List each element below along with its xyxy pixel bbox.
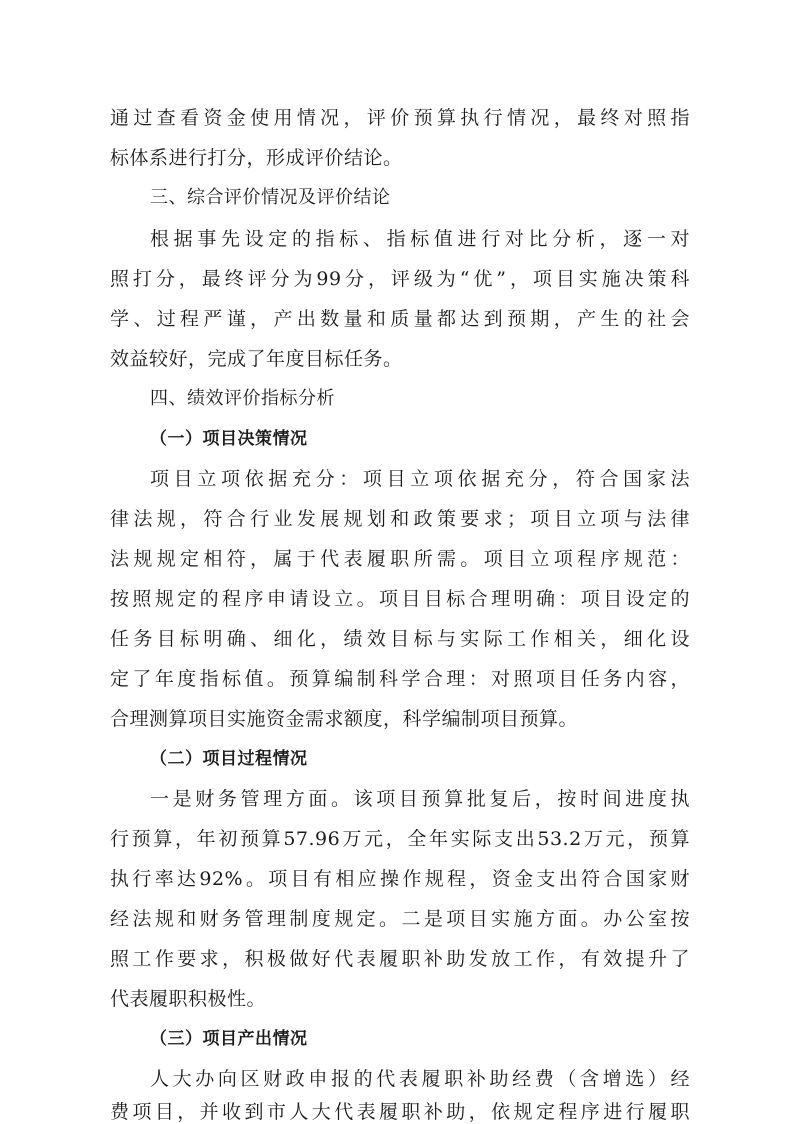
subsection-heading-1: （一）项目决策情况 xyxy=(150,429,308,449)
body-text-line: 行预算，年初预算57.96万元，全年实际支出53.2万元，预算 xyxy=(110,828,690,850)
body-text-line: 标体系进行打分，形成评价结论。 xyxy=(110,147,403,169)
subsection-heading-3: （三）项目产出情况 xyxy=(150,1029,308,1049)
body-text-line: 合理测算项目实施资金需求额度，科学编制项目预算。 xyxy=(110,708,579,730)
subsection-heading-2: （二）项目过程情况 xyxy=(150,749,308,769)
body-text-line: 任务目标明确、细化，绩效目标与实际工作相关，细化设 xyxy=(110,628,690,650)
body-text-line: 费项目，并收到市人大代表履职补助，依规定程序进行履职 xyxy=(110,1101,690,1123)
body-text-line: 一是财务管理方面。该项目预算批复后，按时间进度执 xyxy=(150,788,690,810)
body-text-line: 按照规定的程序申请设立。项目目标合理明确：项目设定的 xyxy=(110,588,690,610)
body-text-line: 人大办向区财政申报的代表履职补助经费（含增选）经 xyxy=(150,1068,690,1090)
body-text-line: 通过查看资金使用情况，评价预算执行情况，最终对照指 xyxy=(110,107,690,129)
section-heading-4: 四、绩效评价指标分析 xyxy=(150,388,335,409)
body-text-line: 照打分，最终评分为99分，评级为“优”，项目实施决策科 xyxy=(110,268,690,290)
body-text-line: 律法规，符合行业发展规划和政策要求；项目立项与法律 xyxy=(110,508,690,530)
body-text-line: 定了年度指标值。预算编制科学合理：对照项目任务内容， xyxy=(110,668,690,690)
body-text-line: 经法规和财务管理制度规定。二是项目实施方面。办公室按 xyxy=(110,908,690,930)
body-text-line: 法规规定相符，属于代表履职所需。项目立项程序规范： xyxy=(110,548,690,570)
body-text-line: 根据事先设定的指标、指标值进行对比分析，逐一对 xyxy=(150,228,690,250)
body-text-line: 执行率达92%。项目有相应操作规程，资金支出符合国家财 xyxy=(110,868,690,890)
body-text-line: 代表履职积极性。 xyxy=(110,988,267,1010)
section-heading-3: 三、综合评价情况及评价结论 xyxy=(150,187,391,208)
body-text-line: 项目立项依据充分：项目立项依据充分，符合国家法 xyxy=(150,468,690,490)
body-text-line: 效益较好，完成了年度目标任务。 xyxy=(110,348,403,370)
body-text-line: 学、过程严谨，产出数量和质量都达到预期，产生的社会 xyxy=(110,308,690,330)
body-text-line: 照工作要求，积极做好代表履职补助发放工作，有效提升了 xyxy=(110,948,690,970)
